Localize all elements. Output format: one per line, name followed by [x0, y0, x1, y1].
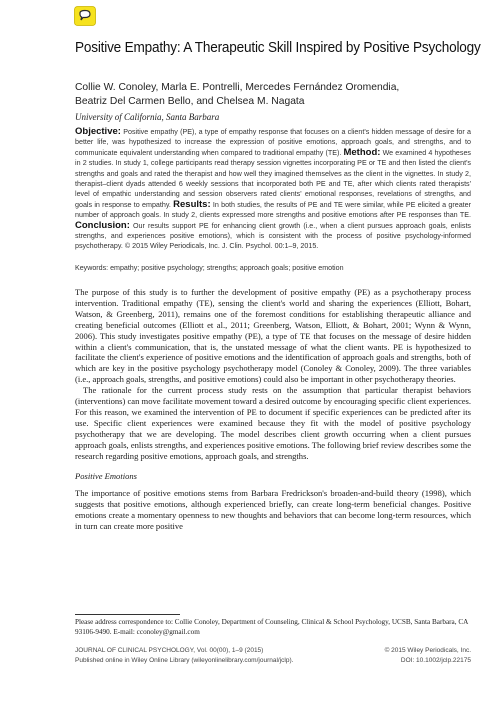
conclusion-text: Our results support PE for enhancing client growth (i.e., when a client pursues approach goals, enlists strengths, and experiences positive emotions), which is consistent with the process of positive psychology-informed psychotherapy. © 2015 Wiley Periodicals, Inc. J. Clin. Psychol. 00:1–9, 2015. [75, 221, 472, 251]
authors-line-1: Collie W. Conoley, Marla E. Pontrelli, Mercedes Fernández Oromendia, [75, 82, 400, 93]
online-publication-note: Published online in Wiley Online Library (wileyonlinelibrary.com/journal/jclp). [75, 657, 294, 664]
page-footer [75, 646, 471, 666]
results-text: In both studies, the results of PE and TE were similar, while PE elicited a greater number of approach goals. In study 2, clients expressed more strengths and positive emotions after PE responses than TE. [75, 200, 471, 220]
doi-link[interactable]: DOI: 10.1002/jclp.22175 [400, 657, 471, 664]
keywords: Keywords: empathy; positive psychology; strengths; approach goals; positive emotion [75, 264, 344, 272]
copyright-notice: © 2015 Wiley Periodicals, Inc. [384, 647, 471, 654]
author-list [75, 81, 435, 109]
objective-text: Positive empathy (PE), a type of empathy response that focuses on a client's hidden message of desire for a better life, was hypothesized to increase the expression of positive emotions, approach goals, and strengths, and to communicate equivalent understanding when compared to traditional empathy (TE). [75, 128, 472, 157]
method-text: We examined 4 hypotheses in 2 studies. In study 1, college participants read therapy session vignettes incorporating PE or TE and then listed the client's strengths and goals and rated the therapist and how well they imagined themselves as the client in the vignettes. In study 2, therapist–client dyads attended 6 weekly sessions that incorporated both PE and TE, after which clients rated therapists' level of empathic understanding and session observers rated clients' emotional responses, revelations of strengths, and goals in response to empathy. [75, 148, 471, 209]
journal-citation: JOURNAL OF CLINICAL PSYCHOLOGY, Vol. 00(00), 1–9 (2015) [75, 647, 264, 654]
section-heading: Positive Emotions [75, 470, 137, 481]
results-label: Results: [173, 198, 211, 210]
footnote-divider [75, 614, 180, 615]
body-paragraph-3: The importance of positive emotions stems from Barbara Fredrickson's broaden-and-build theory (1998), which suggests that positive emotions, although experienced briefly, can create long-term beneficial changes. Positive emotions create a momentary openness to new thoughts and behaviors that can become long-term resources, which in turn can create more positive [75, 488, 471, 532]
article-title: Positive Empathy: A Therapeutic Skill Inspired by Positive Psychology [75, 40, 481, 56]
conclusion-label: Conclusion: [75, 219, 130, 231]
comment-bubble-icon[interactable] [74, 6, 96, 26]
correspondence-note: Please address correspondence to: Collie Conoley, Department of Counseling, Clinical & School Psychology, UCSB, Santa Barbara, CA 93106-9490. E-mail: cconoley@gmail.com [75, 618, 468, 636]
article-body [75, 287, 471, 532]
method-label: Method: [343, 146, 381, 158]
abstract [75, 127, 471, 252]
objective-label: Objective: [75, 126, 121, 137]
body-paragraph-2: The rationale for the current process study rests on the assumption that particular therapist behaviors (interventions) can move facilitate movement toward a desired outcome by encouraging specific client experiences. For this reason, we examined the intervention of PE to document if specific experiences can be predicted after its use. Specific client experiences were examined because they fit with the model of positive psychology psychotherapy that we are developing. The model describes client growth occurring when a client pursues approach goals, enlists strengths, and experiences positive emotions. The following brief review describes some the research regarding positive emotions, approach goals, and strengths. [75, 385, 471, 461]
affiliation: University of California, Santa Barbara [75, 112, 220, 122]
body-paragraph-1: The purpose of this study is to further the development of positive empathy (PE) as a psychotherapy process intervention. Traditional empathy (TE), sensing the client's world and sharing the experiences (Elliott, Bohart, Watson, & Greenberg, 2011), remains one of the foremost conditions for establishing therapeutic alliance and creating beneficial outcomes (Elliott et al., 2011; Greenberg, Watson, Elliott, & Bohart, 2001; Wynn & Wynn, 2006). This study investigates positive empathy (PE), a type of TE that focuses on the message of desire hidden within a client's communication, that is, the unstated message of what the client wants. PE is hypothesized to facilitate the client's experience of positive emotions and the identification of approach goals and strengths, both of which are key in the positive psychology psychotherapy model (Conoley & Conoley, 2009). The three variables (i.e., approach goals, strengths, and positive emotions) could also be important in other psychotherapy theories. [75, 287, 471, 385]
authors-line-2: Beatriz Del Carmen Bello, and Chelsea M. Nagata [75, 96, 305, 107]
